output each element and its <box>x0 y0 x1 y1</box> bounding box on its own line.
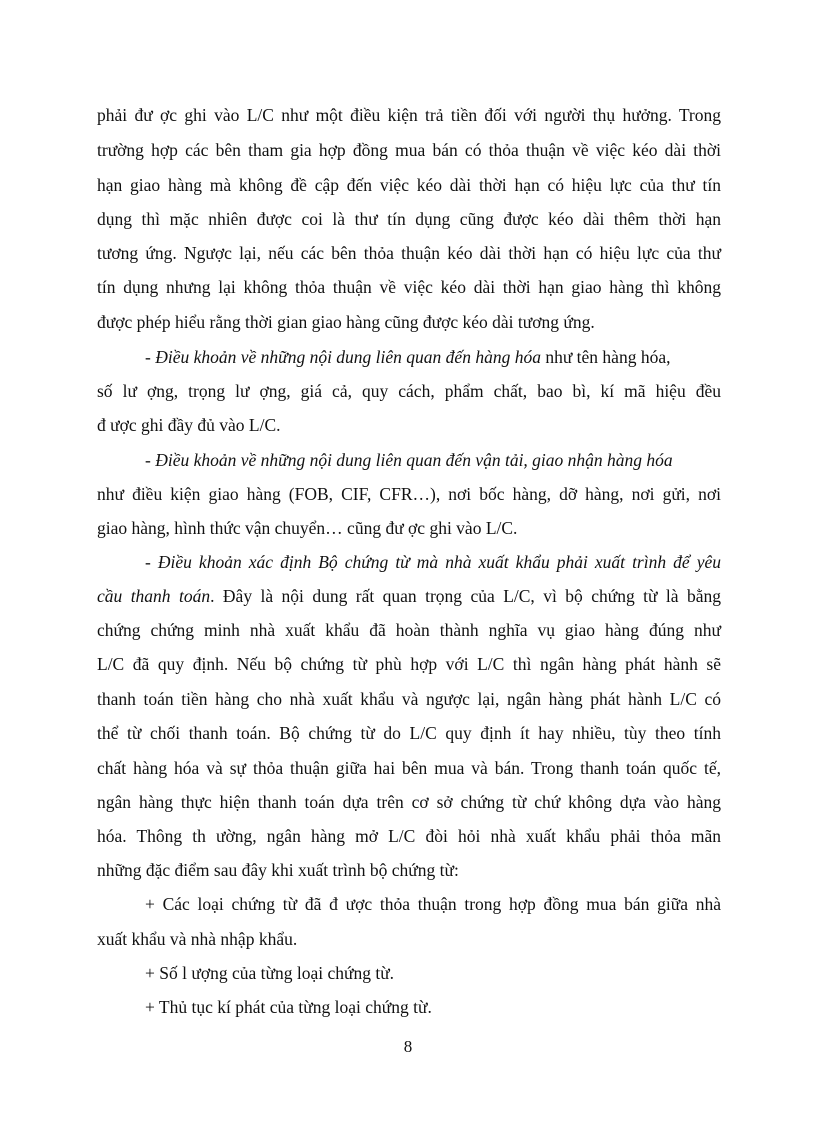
text-line: như điều kiện giao hàng (FOB, CIF, CFR…), nơi bốc hàng, dỡ hàng, nơi gửi, nơi <box>97 484 721 504</box>
text-line: thể từ chối thanh toán. Bộ chứng từ do L/C quy định ít hay nhiều, tùy theo tính <box>97 723 721 743</box>
page-number: 8 <box>403 1037 413 1056</box>
text-line: tín dụng nhưng lại không thỏa thuận về việc kéo dài thời hạn giao hàng thì không <box>97 277 721 297</box>
clause-text: . Đây là nội dung rất quan trọng của L/C, vì bộ chứng từ là bằng <box>210 586 721 606</box>
text-line: dụng thì mặc nhiên được coi là thư tín dụng cũng được kéo dài thêm thời hạn <box>97 209 721 229</box>
text-line: xuất khẩu và nhà nhập khẩu. <box>97 929 298 949</box>
text-line: giao hàng, hình thức vận chuyển… cũng đư ợc ghi vào L/C. <box>97 518 518 538</box>
clause-heading-transport: - Điều khoản về những nội dung liên quan đến vận tải, giao nhận hàng hóa <box>145 450 673 470</box>
text-line: L/C đã quy định. Nếu bộ chứng từ phù hợp với L/C thì ngân hàng phát hành sẽ <box>97 654 721 674</box>
text-line <box>97 585 721 607</box>
text-line: thanh toán tiền hàng cho nhà xuất khẩu và ngược lại, ngân hàng phát hành L/C có <box>97 689 721 709</box>
clause-text: như tên hàng hóa, <box>540 347 671 367</box>
text-line: chất hàng hóa và sự thỏa thuận giữa hai bên mua và bán. Trong thanh toán quốc tế, <box>97 758 721 778</box>
text-line: hạn giao hàng mà không đề cập đến việc kéo dài thời hạn có hiệu lực của thư tín <box>97 175 721 195</box>
text-line: chứng chứng minh nhà xuất khẩu đã hoàn thành nghĩa vụ giao hàng đúng như <box>97 620 721 640</box>
text-line: phải đư ợc ghi vào L/C như một điều kiện trả tiền đối với người thụ hưởng. Trong <box>97 105 721 125</box>
text-line: + Số l ượng của từng loại chứng từ. <box>145 963 395 983</box>
text-line: + Các loại chứng từ đã đ ược thỏa thuận trong hợp đồng mua bán giữa nhà <box>145 894 721 914</box>
text-line: tương ứng. Ngược lại, nếu các bên thỏa thuận kéo dài thời hạn có hiệu lực của thư <box>97 243 721 263</box>
text-line: số lư ợng, trọng lư ợng, giá cả, quy cách, phẩm chất, bao bì, kí mã hiệu đều <box>97 381 721 401</box>
clause-heading-goods: - Điều khoản về những nội dung liên quan đến hàng hóa <box>145 347 541 367</box>
clause-heading-documents-end: cầu thanh toán <box>97 586 211 606</box>
text-line: được phép hiểu rằng thời gian giao hàng cũng được kéo dài tương ứng. <box>97 312 595 332</box>
text-line: hóa. Thông th ường, ngân hàng mở L/C đòi hỏi nhà xuất khẩu phải thỏa mãn <box>97 826 721 846</box>
text-line <box>145 346 721 368</box>
text-line: đ ược ghi đầy đủ vào L/C. <box>97 415 281 435</box>
clause-heading-documents: - Điều khoản xác định Bộ chứng từ mà nhà xuất khẩu phải xuất trình để yêu <box>145 552 721 572</box>
text-line: trường hợp các bên tham gia hợp đồng mua bán có thỏa thuận về việc kéo dài thời <box>97 140 721 160</box>
text-line: những đặc điểm sau đây khi xuất trình bộ chứng từ: <box>97 860 459 880</box>
text-line: + Thủ tục kí phát của từng loại chứng từ. <box>145 997 432 1017</box>
text-line: ngân hàng thực hiện thanh toán dựa trên cơ sở chứng từ chứ không dựa vào hàng <box>97 792 721 812</box>
